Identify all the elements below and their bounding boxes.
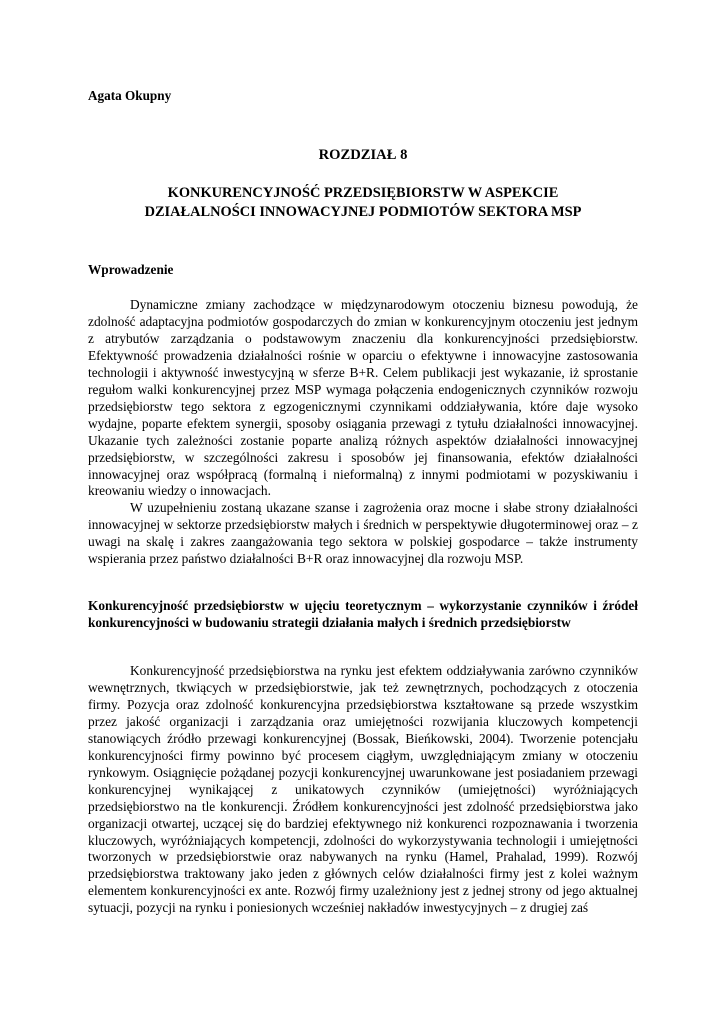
section-paragraph-1: Konkurencyjność przedsiębiorstwa na rynku jest efektem oddziaływania zarówno czynników wewnętrznych, tkwiących w przedsiębiorstwie, jak też zewnętrznych, pochodzących z otoczenia firmy. Pozycja oraz zdolność konkurencyjna przedsiębiorstwa kształtowane są przede wszystkim przez jakość organizacji i zarządzania oraz umiejętności rozwijania kluczowych kompetencji stanowiących źródło przewagi konkurencyjnej (Bossak, Bieńkowski, 2004). Tworzenie potencjału konkurencyjności firmy powinno być procesem ciągłym, uwzględniającym zmiany w otoczeniu rynkowym. Osiągnięcie pożądanej pozycji konkurencyjnej uwarunkowane jest posiadaniem przewagi konkurencyjnej wynikającej z unikatowych czynników (umiejętności) wyróżniających przedsiębiorstwo na tle konkurencji. Źródłem konkurencyjności jest zdolność przedsiębiorstwa jako organizacji otwartej, uczącej się do bardziej efektywnego niż konkurenci rozpoznawania i tworzenia kluczowych, wyróżniających kompetencji, zdolności do wykorzystywania technologii i umiejętności tworzonych w przedsiębiorstwie oraz nabywanych na rynku (Hamel, Prahalad, 1999). Rozwój przedsiębiorstwa traktowany jako jeden z głównych celów działalności firmy jest z kolei ważnym elementem konkurencyjności ex ante. Rozwój firmy uzależniony jest z jednej strony od jego aktualnej sytuacji, pozycji na rynku i poniesionych wcześniej nakładów inwestycyjnych – z drugiej zaś — [88, 663, 638, 916]
intro-paragraph-1: Dynamiczne zmiany zachodzące w międzynarodowym otoczeniu biznesu powodują, że zdolność adaptacyjna podmiotów gospodarczych do zmian w konkurencyjnym otoczeniu jest jednym z atrybutów zarządzania o podstawowym znaczeniu dla konkurencyjności przedsiębiorstw. Efektywność prowadzenia działalności rośnie w oparciu o efektywne i innowacyjne zastosowania technologii i aktywność inwestycyjną w sferze B+R. Celem publikacji jest wykazanie, iż sprostanie regułom walki konkurencyjnej przez MSP wymaga połączenia endogenicznych czynników rozwoju przedsiębiorstw tego sektora z egzogenicznymi czynnikami oddziaływania, które daje wysoko wydajne, poparte efektem synergii, sposoby osiągania przewagi z tytułu działalności innowacyjnej. Ukazanie tych zależności zostanie poparte analizą różnych aspektów działalności innowacyjnej przedsiębiorstw, w szczególności zakresu i sposobów jej finansowania, efektów działalności innowacyjnej oraz współpracą (formalną i nieformalną) z innymi podmiotami w pozyskiwaniu i kreowaniu wiedzy o innowacjach. — [88, 297, 638, 499]
chapter-title — [88, 184, 638, 221]
author-name: Agata Okupny — [88, 88, 172, 103]
chapter-title-line-1: KONKURENCYJNOŚĆ PRZEDSIĘBIORSTW W ASPEKCIE — [167, 185, 559, 201]
document-page — [88, 0, 638, 1024]
chapter-number: ROZDZIAŁ 8 — [318, 147, 408, 163]
intro-paragraph-2: W uzupełnieniu zostaną ukazane szanse i zagrożenia oraz mocne i słabe strony działalności innowacyjnej w sektorze przedsiębiorstw małych i średnich w perspektywie długoterminowej oraz – z uwagi na skalę i zakres zaangażowania tego sektora w polskiej gospodarce – także instrumenty wspierania przez państwo działalności B+R oraz innowacyjnej dla rozwoju MSP. — [88, 500, 638, 567]
chapter-title-line-2: DZIAŁALNOŚCI INNOWACYJNEJ PODMIOTÓW SEKTORA MSP — [144, 203, 582, 220]
intro-body — [88, 297, 638, 568]
intro-heading: Wprowadzenie — [88, 262, 174, 277]
section-heading: Konkurencyjność przedsiębiorstw w ujęciu teoretycznym – wykorzystanie czynników i źródeł konkurencyjności w budowaniu strategii działania małych i średnich przedsiębiorstw — [88, 598, 638, 630]
section-body — [88, 663, 638, 917]
